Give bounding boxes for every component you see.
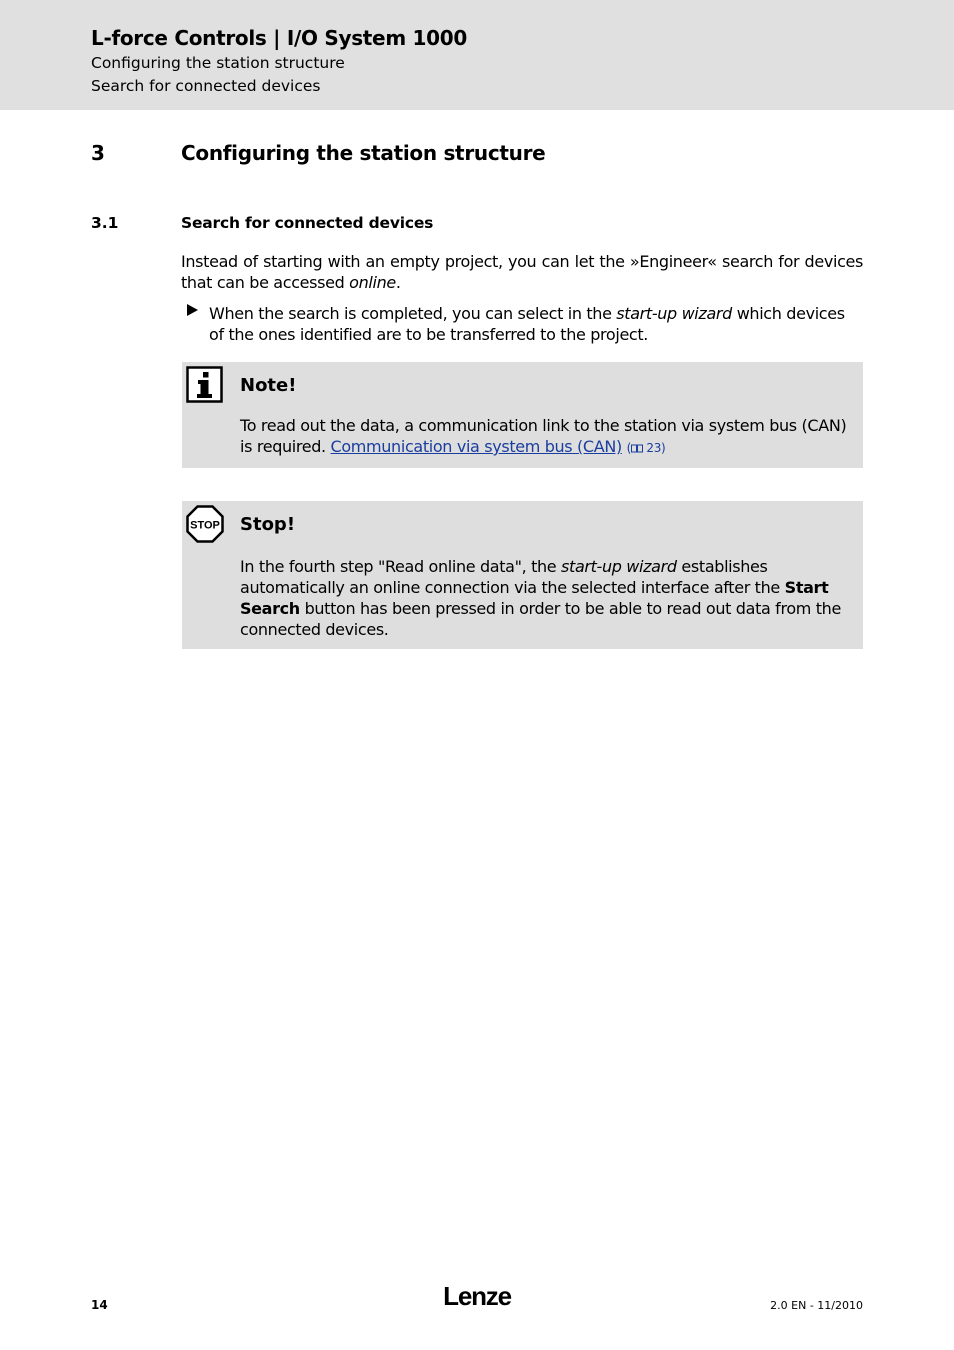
note-body: To read out the data, a communication link to the station via system bus (CAN) is required. [240, 416, 847, 456]
stop-bold: Start Search [240, 578, 829, 618]
intro-italic: online [349, 273, 396, 292]
header-section: Search for connected devices [91, 77, 321, 95]
document-title: L-force Controls | I/O System 1000 [91, 26, 467, 50]
page-ref-number: 23 [646, 441, 661, 455]
section-number: 3.1 [91, 214, 119, 232]
page-header [0, 0, 954, 110]
intro-paragraph [181, 251, 863, 293]
page-number: 14 [91, 1298, 108, 1312]
bullet-arrow-icon [187, 304, 198, 316]
stop-title: Stop! [240, 514, 296, 535]
note-title: Note! [240, 375, 297, 396]
header-chapter: Configuring the station structure [91, 54, 345, 72]
stop-text [240, 556, 850, 640]
bullet-text-end: which devices of the ones identified are to be transferred to the project. [209, 304, 845, 344]
bullet-italic: start-up wizard [616, 304, 732, 323]
note-text [240, 415, 850, 459]
intro-text: Instead of starting with an empty project, you can let the »Engineer« search for devices that can be accessed [181, 252, 863, 292]
intro-end: . [395, 273, 401, 292]
bullet-text-start: When the search is completed, you can select in the [209, 304, 617, 323]
stop-text-3: button has been pressed in order to be able to read out data from the connected devices. [240, 599, 841, 639]
logo-text: Lenze [443, 1281, 511, 1311]
stop-text-1: In the fourth step "Read online data", the [240, 557, 562, 576]
stop-text-2: establishes automatically an online connection via the selected interface after the [240, 557, 785, 597]
chapter-number: 3 [91, 141, 105, 165]
stop-icon-label: STOP [190, 519, 220, 532]
info-icon [186, 366, 223, 407]
bullet-item [209, 303, 863, 345]
lenze-logo [436, 1281, 518, 1315]
stop-box [182, 501, 863, 649]
stop-icon [186, 505, 224, 547]
stop-italic: start-up wizard [561, 557, 677, 576]
section-title: Search for connected devices [181, 214, 434, 232]
chapter-title: Configuring the station structure [181, 141, 546, 165]
book-icon [631, 444, 643, 453]
version-info: 2.0 EN - 11/2010 [770, 1299, 863, 1312]
note-box [182, 362, 863, 468]
page-ref[interactable]: ( 23) [626, 441, 666, 455]
note-link[interactable]: Communication via system bus (CAN) [330, 437, 622, 456]
